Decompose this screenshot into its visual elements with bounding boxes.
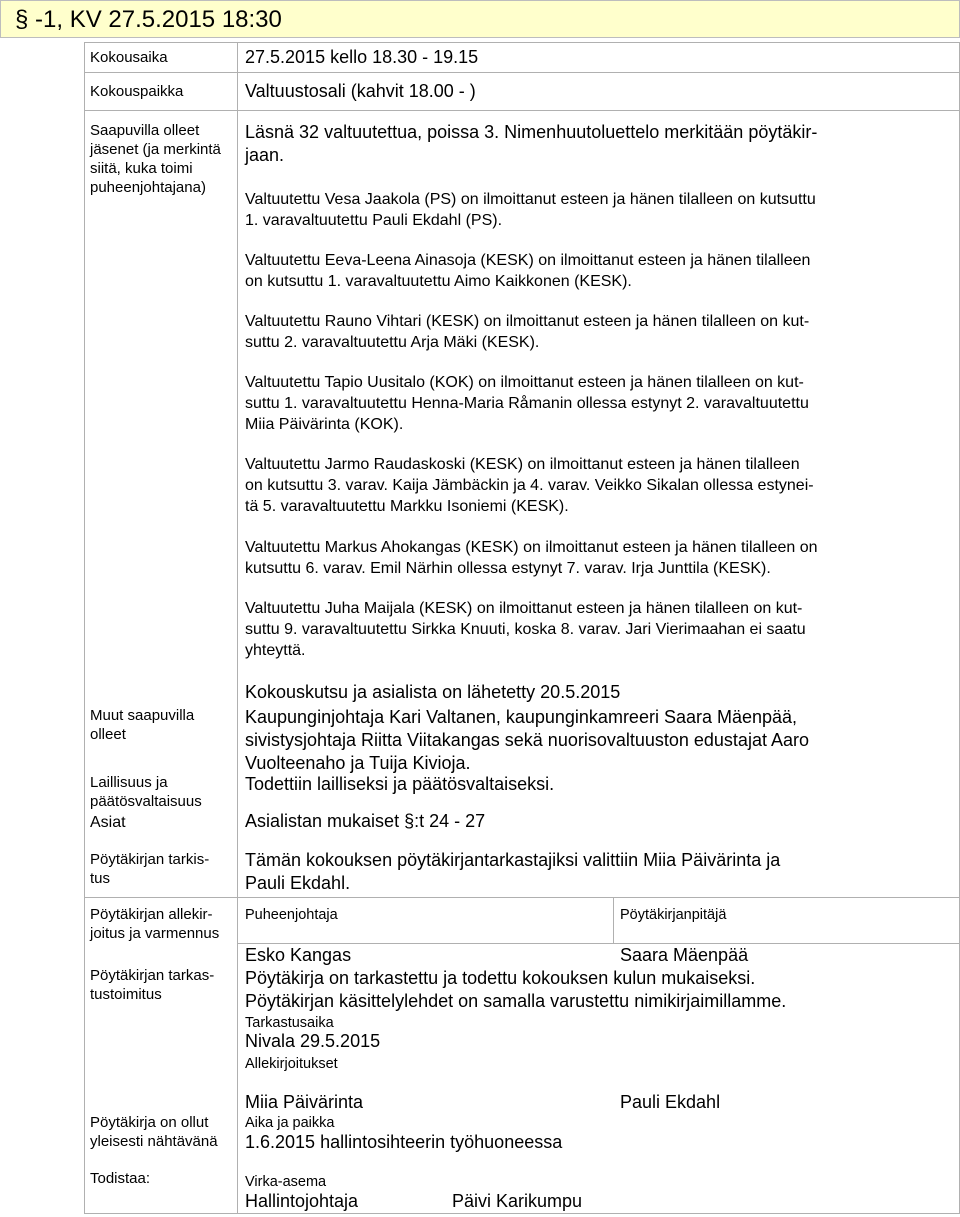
- substitute-paragraph: Valtuutettu Juha Maijala (KESK) on ilmoittanut esteen ja hänen tilalleen on kut- suttu 9. varavaltuutettu Sirkka Knuuti, koska 8. varav. Jari Vierimaahan ei saatu yhteyttä.: [245, 600, 806, 659]
- label-muut-saapuvilla: Muut saapuvilla olleet: [90, 707, 195, 743]
- label-todistaa: Todistaa:: [90, 1170, 151, 1187]
- label-laillisuus: Laillisuus ja päätösvaltaisuus: [90, 774, 202, 810]
- row-divider: [84, 897, 960, 898]
- substitute-paragraph: Valtuutettu Jarmo Raudaskoski (KESK) on ilmoittanut esteen ja hänen tilalleen on kutsuttu 3. varav. Kaija Jämbäckin ja 4. varav. Veikko Sikalan ollessa estynei- tä 5. varavaltuutettu Markku Isoniemi (KESK).: [245, 456, 814, 515]
- substitute-paragraph: Valtuutettu Eeva-Leena Ainasoja (KESK) on ilmoittanut esteen ja hänen tilalleen on kutsuttu 1. varavaltuutettu Aimo Kaikkonen (KESK).: [245, 252, 811, 290]
- value-laillisuus: Todettiin lailliseksi ja päätösvaltaiseksi.: [245, 774, 555, 794]
- row-divider: [84, 72, 960, 73]
- puheenjohtaja-title: Puheenjohtaja: [245, 907, 338, 923]
- tarkastusaika-label: Tarkastusaika: [245, 1015, 334, 1031]
- label-asiat: Asiat: [90, 814, 126, 831]
- poytakirjanpitaja-name: Saara Mäenpää: [620, 945, 749, 965]
- substitute-paragraph: Valtuutettu Markus Ahokangas (KESK) on ilmoittanut esteen ja hänen tilalleen on kutsuttu 6. varav. Emil Närhin ollessa estynyt 7. varav. Irja Junttila (KESK).: [245, 539, 818, 577]
- value-asiat: Asialistan mukaiset §:t 24 - 27: [245, 811, 486, 831]
- value-tarkistus: Tämän kokouksen pöytäkirjantarkastajiksi valittiin Miia Päivärinta ja Pauli Ekdahl.: [245, 850, 781, 893]
- label-saapuvilla: Saapuvilla olleet jäsenet (ja merkintä siitä, kuka toimi puheenjohtajana): [90, 122, 221, 196]
- aika-ja-paikka-value: 1.6.2015 hallintosihteerin työhuoneessa: [245, 1132, 563, 1152]
- column-divider: [237, 42, 238, 1214]
- todistaja-name: Päivi Karikumpu: [452, 1191, 583, 1211]
- label-nahtavana: Pöytäkirja on ollut yleisesti nähtävänä: [90, 1114, 218, 1150]
- tarkastusaika-value: Nivala 29.5.2015: [245, 1031, 381, 1051]
- virka-asema-label: Virka-asema: [245, 1174, 327, 1190]
- label-tarkistus: Pöytäkirjan tarkis- tus: [90, 851, 210, 887]
- substitute-paragraph: Valtuutettu Rauno Vihtari (KESK) on ilmoittanut esteen ja hänen tilalleen on kut- suttu 2. varavaltuutettu Arja Mäki (KESK).: [245, 313, 810, 351]
- label-kokouspaikka: Kokouspaikka: [90, 83, 184, 100]
- tarkastus-statement-2: Pöytäkirjan käsittelylehdet on samalla varustettu nimikirjaimillamme.: [245, 991, 787, 1011]
- puheenjohtaja-name: Esko Kangas: [245, 945, 352, 965]
- value-kokouspaikka: Valtuustosali (kahvit 18.00 - ): [245, 81, 476, 101]
- label-tarkastustoimitus: Pöytäkirjan tarkas- tustoimitus: [90, 967, 215, 1003]
- value-muut-saapuvilla: Kaupunginjohtaja Kari Valtanen, kaupunginkamreeri Saara Mäenpää, sivistysjohtaja Riitta Viitakangas sekä nuorisovaltuuston edustajat Aaro Vuolteenaho ja Tuija Kivioja.: [245, 707, 809, 773]
- row-divider: [84, 110, 960, 111]
- document-header: [0, 0, 960, 38]
- substitute-paragraph: Valtuutettu Vesa Jaakola (PS) on ilmoittanut esteen ja hänen tilalleen on kutsuttu 1. varavaltuutettu Pauli Ekdahl (PS).: [245, 191, 816, 229]
- substitute-paragraph: Valtuutettu Tapio Uusitalo (KOK) on ilmoittanut esteen ja hänen tilalleen on kut- suttu 1. varavaltuutettu Henna-Maria Råmanin ollessa estynyt 2. varavaltuutettu Miia Päivärinta (KOK).: [245, 374, 809, 433]
- attendance-intro: Läsnä 32 valtuutettua, poissa 3. Nimenhuutoluettelo merkitään pöytäkir- jaan.: [245, 122, 818, 165]
- value-kokousaika: 27.5.2015 kello 18.30 - 19.15: [245, 47, 479, 67]
- aika-ja-paikka-label: Aika ja paikka: [245, 1115, 335, 1131]
- label-kokousaika: Kokousaika: [90, 49, 168, 66]
- virka-asema-value: Hallintojohtaja: [245, 1191, 359, 1211]
- tarkastus-statement-1: Pöytäkirja on tarkastettu ja todettu kokouksen kulun mukaiseksi.: [245, 968, 756, 988]
- signer-1: Miia Päivärinta: [245, 1092, 364, 1112]
- document-title: § -1, KV 27.5.2015 18:30: [15, 6, 282, 33]
- poytakirjanpitaja-title: Pöytäkirjanpitäjä: [620, 907, 727, 923]
- allekirjoitukset-label: Allekirjoitukset: [245, 1056, 338, 1072]
- signer-2: Pauli Ekdahl: [620, 1092, 721, 1112]
- label-allekirjoitus: Pöytäkirjan allekir- joitus ja varmennus: [90, 906, 220, 942]
- kokouskutsu-note: Kokouskutsu ja asialista on lähetetty 20.5.2015: [245, 682, 621, 702]
- signature-divider: [613, 897, 614, 943]
